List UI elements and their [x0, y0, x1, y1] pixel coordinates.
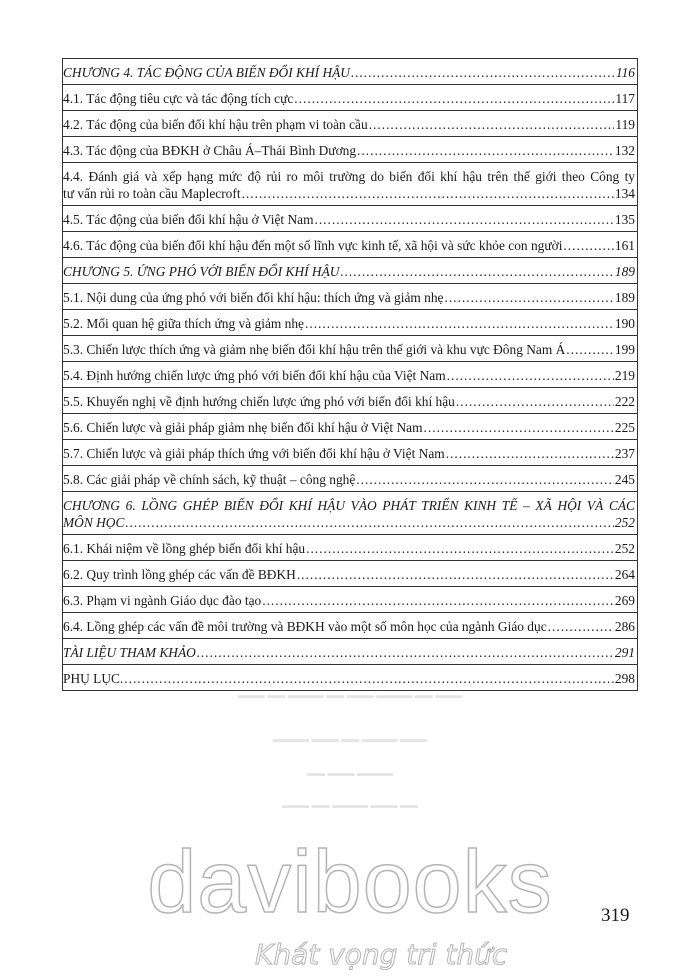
toc-entry-title: 5.8. Các giải pháp về chính sách, kỹ thuật – công nghệ [63, 472, 356, 487]
toc-entry-page: 264 [614, 567, 635, 582]
toc-section-entry [63, 362, 637, 388]
toc-section-entry [63, 284, 637, 310]
dot-leader [444, 289, 613, 306]
dot-leader [351, 64, 615, 81]
toc-entry-title: 5.7. Chiến lược và giải pháp thích ứng với biến đổi khí hậu ở Việt Nam [63, 446, 445, 461]
toc-entry-title: MÔN HỌC [63, 515, 125, 530]
dot-leader [314, 211, 613, 228]
toc-section-entry [63, 587, 637, 613]
dot-leader [446, 445, 614, 462]
dot-leader [563, 237, 613, 254]
bleed-through-text: ▬▬ ▬▬▬ ▬▬▬▬ [306, 768, 393, 778]
dot-leader [294, 90, 614, 107]
toc-entry-page: 189 [614, 264, 635, 279]
toc-entry-title: 6.4. Lồng ghép các vấn đề môi trường và BĐKH vào một số môn học của ngành Giáo dục [63, 619, 547, 634]
toc-entry-title-line: CHƯƠNG 6. LỒNG GHÉP BIẾN ĐỔI KHÍ HẬU VÀO PHÁT TRIỂN KINH TẾ – XÃ HỘI VÀ CÁC [63, 498, 635, 513]
toc-entry-page: 245 [614, 472, 635, 487]
toc-section-entry [63, 561, 637, 587]
bleed-through-text: ▬▬▬▬ ▬▬▬ ▬▬ ▬▬▬▬ ▬▬▬ [272, 734, 427, 744]
toc-entry-page: 117 [615, 91, 635, 106]
toc-section-entry [63, 310, 637, 336]
toc-entry-title: 6.3. Phạm vi ngành Giáo dục đào tạo [63, 593, 262, 608]
dot-leader [125, 514, 614, 531]
dot-leader [424, 419, 614, 436]
toc-section-entry [63, 85, 637, 111]
toc-entry-page: 190 [614, 316, 635, 331]
toc-section-entry [63, 535, 637, 561]
dot-leader [369, 116, 615, 133]
toc-entry-page: 252 [614, 541, 635, 556]
toc-entry-page: 252 [614, 515, 635, 530]
toc-chapter-entry [63, 258, 637, 284]
dot-leader [447, 367, 614, 384]
dot-leader [566, 341, 614, 358]
toc-entry-page: 219 [614, 368, 635, 383]
toc-entry-title: 5.6. Chiến lược và giải pháp giảm nhẹ biến đổi khí hậu ở Việt Nam [63, 420, 423, 435]
watermark-brand: davibooks [147, 832, 553, 931]
toc-entry-title: TÀI LIỆU THAM KHẢO [63, 645, 196, 660]
toc-section-entry [63, 111, 637, 137]
toc-section-entry [63, 414, 637, 440]
toc-entry-title: 5.5. Khuyến nghị về định hướng chiến lược ứng phó với biến đổi khí hậu [63, 394, 455, 409]
toc-entry-page: 222 [614, 394, 635, 409]
toc-entry-title: CHƯƠNG 5. ỨNG PHÓ VỚI BIẾN ĐỔI KHÍ HẬU [63, 264, 340, 279]
dot-leader [262, 592, 614, 609]
dot-leader [340, 263, 613, 280]
toc-entry-page: 135 [614, 212, 635, 227]
toc-chapter-entry [63, 639, 637, 665]
dot-leader [548, 618, 614, 635]
toc-entry-title: 4.6. Tác động của biến đổi khí hậu đến một số lĩnh vực kinh tế, xã hội và sức khỏe con người [63, 238, 563, 253]
dot-leader [197, 644, 614, 661]
toc-entry-page: 119 [615, 117, 635, 132]
toc-section-entry [63, 163, 637, 206]
table-of-contents [62, 58, 638, 691]
toc-section-entry [63, 466, 637, 492]
toc-entry-title: CHƯƠNG 4. TÁC ĐỘNG CỦA BIẾN ĐỔI KHÍ HẬU [63, 65, 350, 80]
toc-chapter-entry [63, 492, 637, 535]
toc-chapter-entry [63, 59, 637, 85]
dot-leader [305, 315, 614, 332]
dot-leader [297, 566, 614, 583]
toc-entry-title: 5.4. Định hướng chiến lược ứng phó với biến đổi khí hậu của Việt Nam [63, 368, 446, 383]
toc-entry-title: 4.5. Tác động của biến đổi khí hậu ở Việt Nam [63, 212, 314, 227]
toc-section-entry [63, 665, 637, 691]
toc-entry-page: 116 [615, 65, 635, 80]
toc-entry-page: 189 [614, 290, 635, 305]
toc-entry-page: 237 [614, 446, 635, 461]
toc-entry-title: 4.2. Tác động của biến đổi khí hậu trên phạm vi toàn cầu [63, 117, 368, 132]
toc-entry-title: 4.3. Tác động của BĐKH ở Châu Á–Thái Bình Dương [63, 143, 357, 158]
toc-entry-title: 6.2. Quy trình lồng ghép các vấn đề BĐKH [63, 567, 296, 582]
toc-entry-page: 269 [614, 593, 635, 608]
toc-section-entry [63, 137, 637, 163]
toc-entry-page: 286 [614, 619, 635, 634]
toc-section-entry [63, 206, 637, 232]
toc-section-entry [63, 388, 637, 414]
dot-leader [456, 393, 614, 410]
dot-leader [357, 142, 614, 159]
toc-section-entry [63, 440, 637, 466]
toc-entry-title: 5.2. Mối quan hệ giữa thích ứng và giảm nhẹ [63, 316, 304, 331]
toc-entry-title: 5.1. Nội dung của ứng phó với biến đổi khí hậu: thích ứng và giảm nhẹ [63, 290, 444, 305]
toc-entry-page: 291 [614, 645, 635, 660]
toc-entry-page: 132 [614, 143, 635, 158]
toc-entry-title: 6.1. Khái niệm về lồng ghép biến đổi khí hậu [63, 541, 306, 556]
dot-leader [306, 540, 614, 557]
toc-entry-title: PHỤ LỤC. [63, 671, 124, 686]
toc-section-entry [63, 232, 637, 258]
page-number: 319 [601, 905, 630, 926]
dot-leader [356, 471, 614, 488]
watermark-slogan: Khát vọng tri thức [255, 938, 508, 971]
toc-entry-page: 298 [614, 671, 635, 686]
dot-leader [242, 185, 614, 202]
toc-entry-page: 134 [614, 186, 635, 201]
toc-section-entry [63, 613, 637, 639]
toc-entry-page: 199 [614, 342, 635, 357]
toc-entry-page: 225 [614, 420, 635, 435]
toc-entry-title-line: 4.4. Đánh giá và xếp hạng mức độ rủi ro môi trường do biến đổi khí hậu trên thế giới theo Công ty [63, 169, 635, 184]
toc-entry-page: 161 [614, 238, 635, 253]
toc-entry-title: 5.3. Chiến lược thích ứng và giảm nhẹ biến đổi khí hậu trên thế giới và khu vực Đông Nam Á [63, 342, 566, 357]
bleed-through-text: ▬▬▬ ▬▬ ▬▬▬▬ ▬▬ ▬▬▬ ▬▬▬▬ ▬▬ ▬▬▬ [237, 690, 463, 700]
toc-entry-title: tư vấn rủi ro toàn cầu Maplecroft [63, 186, 241, 201]
toc-section-entry [63, 336, 637, 362]
dot-leader [124, 670, 614, 687]
toc-entry-title: 4.1. Tác động tiêu cực và tác động tích cực [63, 91, 294, 106]
bleed-through-text: ▬▬▬ ▬▬ ▬▬▬▬ ▬▬▬ ▬▬ [281, 800, 418, 810]
